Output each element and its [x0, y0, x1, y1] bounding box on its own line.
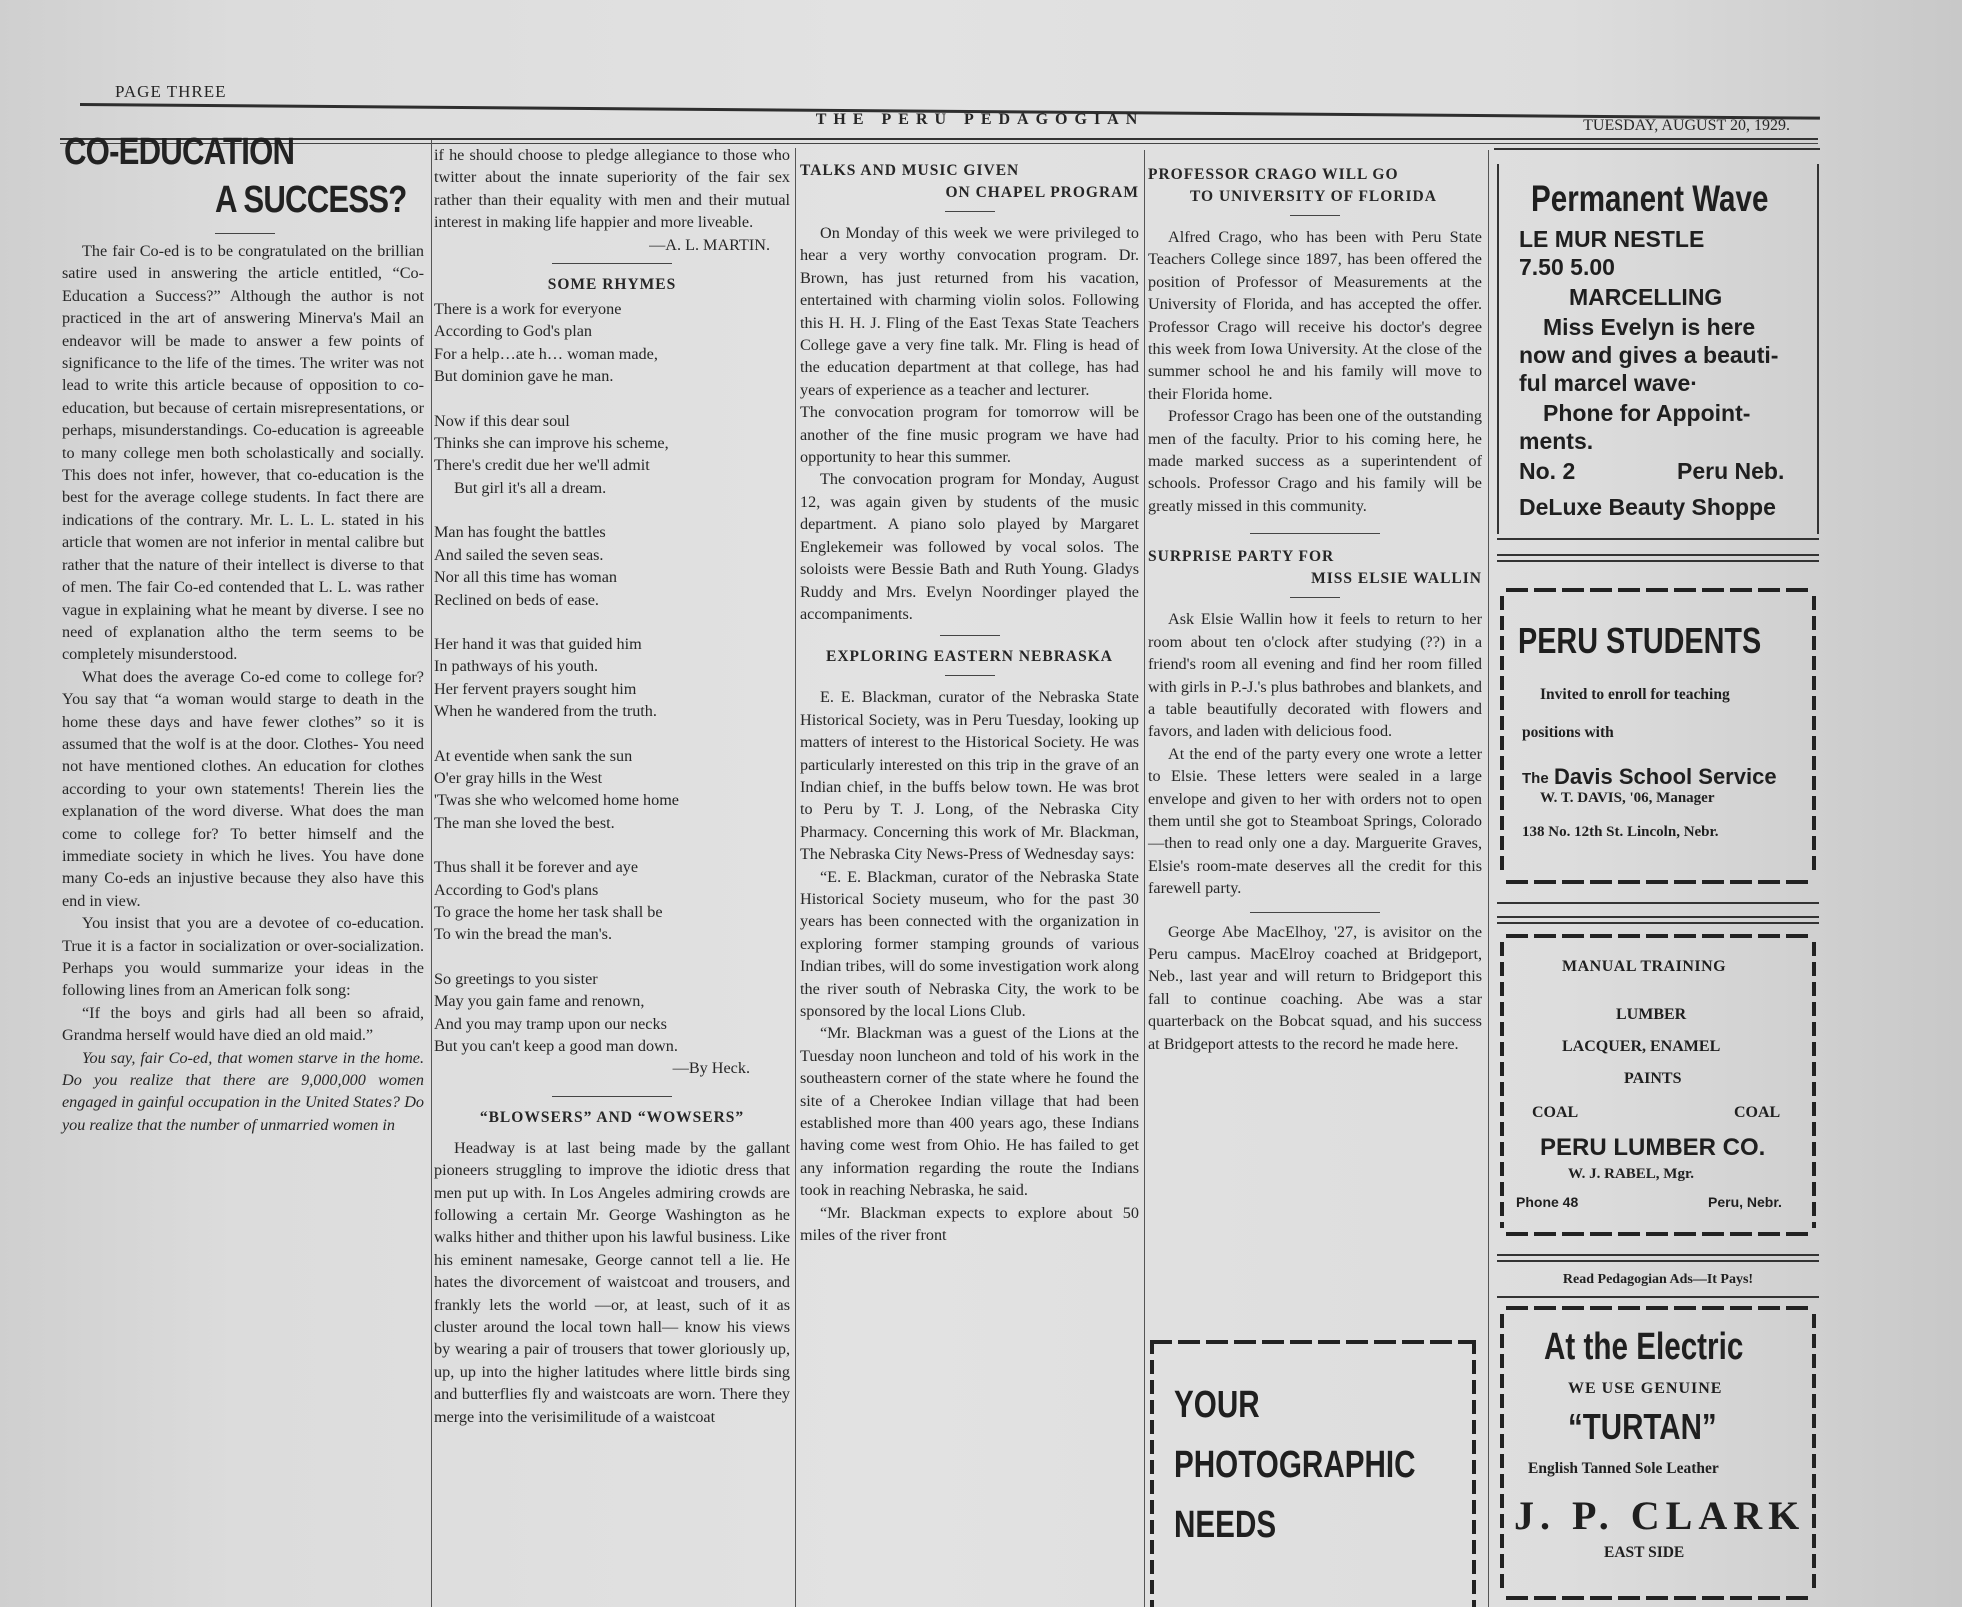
- permanent-wave-ad: [1497, 164, 1819, 534]
- ad-border: [1500, 596, 1504, 876]
- column-rule: [431, 140, 432, 1607]
- lumber-company: PERU LUMBER CO.: [1540, 1134, 1766, 1161]
- poem-line: O'er gray hills in the West: [434, 768, 603, 787]
- ad-rule: [1497, 1296, 1819, 1298]
- students-line: 138 No. 12th St. Lincoln, Nebr.: [1522, 824, 1719, 840]
- column-four: [1148, 164, 1482, 1055]
- ad-border: [1506, 880, 1812, 884]
- exploring-paragraph: “Mr. Blackman was a guest of the Lions at the Tuesday noon luncheon and told of his work in the southeastern corner of the state where he found the site of a Cherokee Indian village that had been established more than 400 years ago, these Indians having come west from Ohio. He has failed to get any information regarding the route the Indians took in reaching Nebraska, he said.: [800, 1024, 1139, 1200]
- ad-border: [1150, 1340, 1154, 1607]
- ad-border: [1506, 1232, 1812, 1236]
- ad-rule: [1494, 148, 1820, 150]
- wave-line: now and gives a beauti-: [1519, 342, 1779, 368]
- crago-title-1: PROFESSOR CRAGO WILL GO: [1148, 166, 1399, 183]
- students-service: Davis School Service: [1554, 764, 1777, 789]
- peru-lumber-ad: [1500, 934, 1818, 1240]
- column-rule: [1144, 150, 1145, 1607]
- article-paragraph: The fair Co-ed is to be congratulated on the brillian satire used in answering the article entitled, “Co-Education a Success?” Although the author is not practiced in the art of answering Minerva's Mail an endeavor will be made to answer a few points of significance to the life of the times. The writer was not lead to write this article because of opposition to co-education, but because of certain misrepresentations, or perhaps, misunderstandings. Co-education is agreeable to many college men both scholastically and socially. This does not infer, however, that co-education is the best for the average college students. In fact there are indications of the contrary. Mr. L. L. L. stated in his article that women are not inferior in mental calibre but rather that the nature of their intellect is diverse to that of men. The fair Co-ed contended that L. L. was rather vague in explaining what he meant by diverse. I see no need of explanation altho the term seems to be completely misunderstood.: [62, 242, 424, 664]
- section-rule: [552, 1096, 672, 1097]
- ad-border: [1506, 1306, 1812, 1310]
- blowsers-title: “BLOWSERS” AND “WOWSERS”: [479, 1108, 745, 1126]
- exploring-paragraph: “Mr. Blackman expects to explore about 50 miles of the river front: [800, 1203, 1139, 1245]
- electric-line: EAST SIDE: [1604, 1544, 1685, 1561]
- students-title: PERU STUDENTS: [1518, 620, 1762, 661]
- talks-paragraph: The convocation program for tomorrow will be another of the fine music program we have had opportunity to hear this summer.: [800, 403, 1139, 467]
- exploring-paragraph: E. E. Blackman, curator of the Nebraska State Historical Society, was in Peru Tuesday, looking up matters of interest to the Historical Society. He was particularly interested on this trip in the grave of an Indian chief, in the buffs below town. He was brot to Peru by T. J. Long, of the Nebraska City Pharmacy. Concerning this work of Mr. Blackman, The Nebraska City News-Press of Wednesday says:: [800, 688, 1139, 864]
- ad-border: [1150, 1340, 1475, 1344]
- article-paragraph: You insist that you are a devotee of co-education. True it is a factor in socialization or over-socialization. Perhaps you would summarize your ideas in the following lines from an American folk song:: [62, 914, 424, 1000]
- section-rule: [1250, 533, 1380, 534]
- electric-line: WE USE GENUINE: [1568, 1380, 1723, 1397]
- ad-border: [1812, 596, 1816, 876]
- lumber-line: MANUAL TRAINING: [1562, 958, 1727, 975]
- wave-line: DeLuxe Beauty Shoppe: [1519, 494, 1776, 520]
- poem-line: To win the bread the man's.: [434, 925, 612, 944]
- poem-stanza: [434, 633, 790, 723]
- article-paragraph: You say, fair Co-ed, that women starve in the home. Do you realize that there are 9,000,000 women engaged in gainful occupation in the United States? Do you realize that the number of unmarried women in: [62, 1048, 424, 1134]
- article-paragraph: What does the average Co-ed come to college for? You say that “a woman would starge to death in the home these days and have fewer clothes” so it is assumed that the wolf is at the door. Clothes- You need not have mentioned clothes. An education for clothes according to your own statements! Therein lies the explanation of the word diverse. What does the man come to college for? To better himself and the immediate society in which he lives. You have done many Co-eds an injustive because they also have this end in view.: [62, 667, 424, 910]
- party-title-1: SURPRISE PARTY FOR: [1148, 548, 1335, 566]
- wave-line: ments.: [1519, 428, 1594, 454]
- issue-date: TUESDAY, AUGUST 20, 1929.: [1583, 117, 1790, 134]
- headline-co-education: CO-EDUCATION: [64, 131, 295, 173]
- ad-border: [1506, 588, 1812, 592]
- poem-line: According to God's plan: [434, 322, 593, 341]
- electric-shoe-ad: [1500, 1306, 1818, 1606]
- poem-line: May you gain fame and renown,: [434, 992, 645, 1011]
- wave-line: 7.50 5.00: [1519, 254, 1615, 280]
- poem-line: According to God's plans: [434, 880, 599, 899]
- ad-border: [1500, 942, 1504, 1228]
- section-rule: [945, 675, 995, 676]
- photo-ad-line: NEEDS: [1174, 1504, 1277, 1546]
- macelhoy-paragraph: George Abe MacElhoy, '27, is avisitor on the Peru campus. MacElroy coached at Bridgeport, Neb., last year and will return to Bridgeport this fall to continue coaching. Abe was a star quarterback on the Bobcat squad, and his success at Bridgeport attests to the record he made here.: [1148, 922, 1482, 1053]
- column-rule: [1488, 150, 1489, 1607]
- section-rule: [1250, 912, 1380, 913]
- poem-line: Her hand it was that guided him: [434, 634, 642, 653]
- photo-ad-line: PHOTOGRAPHIC: [1174, 1444, 1416, 1486]
- ad-rule: [1497, 902, 1819, 904]
- ad-border: [1472, 1340, 1476, 1607]
- masthead: THE PERU PEDAGOGIAN: [815, 111, 1145, 128]
- poem-line: In pathways of his youth.: [434, 657, 599, 676]
- column-two: [434, 144, 790, 1428]
- exploring-paragraph: “E. E. Blackman, curator of the Nebraska State Historical Society museum, who for the past 30 years has been connected with the organization in exploring former stamping grounds of various Indian tribes, will do some investigation work along the river south of Nebraska City, the work to be sponsored by the local Lions Club.: [800, 867, 1139, 1020]
- ad-border: [1817, 164, 1819, 534]
- lumber-phone: Phone 48: [1516, 1194, 1579, 1210]
- poem-line: Reclined on beds of ease.: [434, 590, 599, 609]
- poem-line: At eventide when sank the sun: [434, 746, 633, 765]
- poem-line: And you may tramp upon our necks: [434, 1014, 667, 1033]
- blowsers-text: Headway is at last being made by the gallant pioneers struggling to improve the idiotic dress that men put up with. In Los Angeles admiring crowds are following a certain Mr. George Washington as he walks hither and thither upon his lawful business. Like his eminent namesake, George cannot tell a lie. He hates the divorcement of waistcoat and trousers, and frankly lets the world —or, at least, such of it as cluster around the local town hall— know his views by wearing a pair of trousers that tower gloriously up, up, up into the higher latitudes where little birds sing and butterflies fly and waistcoats are worn. There they merge into the verisimilitude of a waistcoat: [434, 1138, 790, 1426]
- crago-paragraph: Alfred Crago, who has been with Peru State Teachers College since 1897, has been offered the position of Professor of Measurements at the University of Florida, and has accepted the offer. Professor Crago will receive his doctor's degree this week from Iowa University. At the close of the summer school he and his family will move to their Florida home.: [1148, 228, 1482, 403]
- poem-stanza: [434, 856, 790, 946]
- lumber-coal-left: COAL: [1532, 1104, 1579, 1121]
- poem-line: There's credit due her we'll admit: [434, 456, 650, 475]
- poem-line: To grace the home her task shall be: [434, 902, 663, 921]
- wave-line: ful marcel wave·: [1519, 370, 1698, 396]
- party-title-2: MISS ELSIE WALLIN: [1311, 570, 1482, 588]
- talks-title-2: ON CHAPEL PROGRAM: [945, 184, 1139, 201]
- wave-line: Miss Evelyn is here: [1543, 314, 1756, 340]
- poem-stanza: [434, 521, 790, 611]
- electric-line: English Tanned Sole Leather: [1528, 1460, 1719, 1477]
- ad-rule: [1497, 1260, 1819, 1262]
- poem-line: There is a work for everyone: [434, 300, 622, 319]
- poem-line: Thinks she can improve his scheme,: [434, 434, 669, 453]
- page-label: PAGE THREE: [115, 82, 227, 101]
- students-line: positions with: [1522, 724, 1614, 741]
- author-signature: —A. L. MARTIN.: [649, 235, 770, 254]
- ad-border: [1497, 164, 1499, 534]
- ad-rule: [1497, 554, 1819, 556]
- continuation-text: if he should choose to pledge allegiance to those who twitter about the innate superiority of the fair sex rather than their equality with men and their mutual interest in making life happier and more liveable.: [434, 146, 790, 232]
- poem-line: When he wandered from the truth.: [434, 702, 657, 721]
- wave-line: LE MUR NESTLE: [1519, 226, 1705, 252]
- ad-border: [1812, 942, 1816, 1228]
- read-ads-text: Read Pedagogian Ads—It Pays!: [1562, 1272, 1754, 1287]
- lumber-coal-right: COAL: [1734, 1104, 1781, 1121]
- poem-line: Her fervent prayers sought him: [434, 679, 637, 698]
- column-rule: [795, 148, 796, 1607]
- exploring-title: EXPLORING EASTERN NEBRASKA: [826, 648, 1113, 666]
- poem-line: But dominion gave he man.: [434, 367, 614, 386]
- article-co-education: [62, 240, 424, 1136]
- photographic-ad: [1150, 1340, 1480, 1607]
- ad-border: [1506, 934, 1812, 938]
- students-line: W. T. DAVIS, '06, Manager: [1540, 790, 1715, 806]
- column-three: [800, 160, 1139, 1246]
- ad-rule: [1497, 538, 1819, 540]
- poem-line: And sailed the seven seas.: [434, 545, 604, 564]
- crago-paragraph: Professor Crago has been one of the outstanding men of the faculty. Prior to his coming here, he made marked success as a superintendent of schools. Professor Crago and his family will be greatly missed in this community.: [1148, 407, 1482, 515]
- poem-stanza: [434, 298, 790, 388]
- poem-line: Nor all this time has woman: [434, 568, 617, 587]
- header-rule-thin: [60, 143, 1818, 144]
- read-ads-banner: [1497, 1272, 1819, 1288]
- poem-signature: —By Heck.: [672, 1059, 750, 1078]
- ad-border: [1506, 1596, 1812, 1600]
- students-the: The: [1522, 770, 1549, 787]
- poem-line: Thus shall it be forever and aye: [434, 858, 639, 877]
- article-paragraph: “If the boys and girls had all been so afraid, Grandma herself would have died an old maid.”: [62, 1003, 424, 1045]
- lumber-line: W. J. RABEL, Mgr.: [1568, 1166, 1694, 1182]
- lumber-line: LACQUER, ENAMEL: [1562, 1038, 1721, 1055]
- ad-border: [1812, 1314, 1816, 1594]
- students-line: Invited to enroll for teaching: [1540, 686, 1730, 703]
- wave-line: Phone for Appoint-: [1543, 400, 1751, 426]
- rhymes-title: SOME RHYMES: [547, 276, 677, 294]
- wave-title: Permanent Wave: [1531, 178, 1769, 219]
- crago-title-2: TO UNIVERSITY OF FLORIDA: [1190, 188, 1437, 205]
- wave-line: No. 2: [1519, 458, 1576, 484]
- electric-title: At the Electric: [1544, 1326, 1744, 1368]
- poem-line: But you can't keep a good man down.: [434, 1037, 678, 1055]
- section-rule: [945, 211, 995, 212]
- party-paragraph: At the end of the party every one wrote a letter to Elsie. These letters were sealed in a large envelope and given to her with orders not to open them until she got to Steamboat Springs, Colorado—then to read only one a day. Marguerite Graves, Elsie's room-mate deserves all the credit for this farewell party.: [1148, 744, 1482, 898]
- poem-line: So greetings to you sister: [434, 969, 598, 988]
- talks-paragraph: On Monday of this week we were privileged to hear a very worthy convocation program. Dr. Brown, has just returned from his vacation, entertained with charming violin solos. Following this H. H. J. Fling of the East Texas State Teachers College gave a very fine talk. Mr. Fling is head of the education department at that college, has had years of experience as a teacher and lecturer.: [800, 224, 1139, 399]
- lumber-line: PAINTS: [1624, 1070, 1682, 1087]
- poem-stanza: [434, 745, 790, 835]
- poem-stanza: [434, 968, 790, 1058]
- section-rule: [552, 263, 672, 264]
- peru-students-ad: [1500, 588, 1818, 888]
- electric-clark: J. P. CLARK: [1514, 1493, 1806, 1538]
- talks-title-1: TALKS AND MUSIC GIVEN: [800, 162, 1020, 179]
- ad-rule: [1497, 560, 1819, 562]
- poem-line: Man has fought the battles: [434, 523, 606, 542]
- rhymes-poem: [434, 298, 790, 1057]
- lumber-line: LUMBER: [1616, 1006, 1687, 1023]
- poem-line: The man she loved the best.: [434, 813, 615, 832]
- headline-rule: [215, 233, 275, 234]
- poem-line: But girl it's all a dream.: [454, 478, 607, 497]
- party-paragraph: Ask Elsie Wallin how it feels to return to her room about ten o'clock after studying (??) in a friend's room all evening and find her room filled with girls in P.-J.'s plus bathrobes and blankets, and a table beautifully decorated with flowers and favors, and laden with delicious food.: [1148, 610, 1482, 741]
- lumber-town: Peru, Nebr.: [1708, 1194, 1782, 1210]
- ad-rule: [1497, 922, 1819, 924]
- talks-paragraph: The convocation program for Monday, August 12, was again given by students of the music department. A piano solo played by Margaret Englekemeir was followed by vocal solos. The soloists were Bessie Bath and Ruth Young. Gladys Ruddy and Mrs. Evelyn Noordinger played the accompaniments.: [800, 470, 1139, 623]
- headline-a-success: A SUCCESS?: [215, 179, 407, 221]
- poem-stanza: [434, 410, 790, 500]
- electric-turtan: “TURTAN”: [1568, 1406, 1717, 1447]
- header-rule: [60, 138, 1818, 140]
- section-rule: [940, 635, 1000, 636]
- ad-border: [1500, 1314, 1504, 1594]
- section-rule: [1290, 597, 1340, 598]
- wave-line: Peru Neb.: [1677, 458, 1785, 484]
- photo-ad-line: YOUR: [1174, 1384, 1260, 1426]
- poem-line: Now if this dear soul: [434, 411, 570, 430]
- wave-line: MARCELLING: [1569, 284, 1723, 310]
- poem-line: 'Twas she who welcomed home home: [434, 791, 679, 810]
- poem-line: For a help…ate h… woman made,: [434, 344, 658, 363]
- ad-rule: [1497, 916, 1819, 918]
- section-rule: [1290, 215, 1340, 216]
- ad-rule: [1497, 1254, 1819, 1256]
